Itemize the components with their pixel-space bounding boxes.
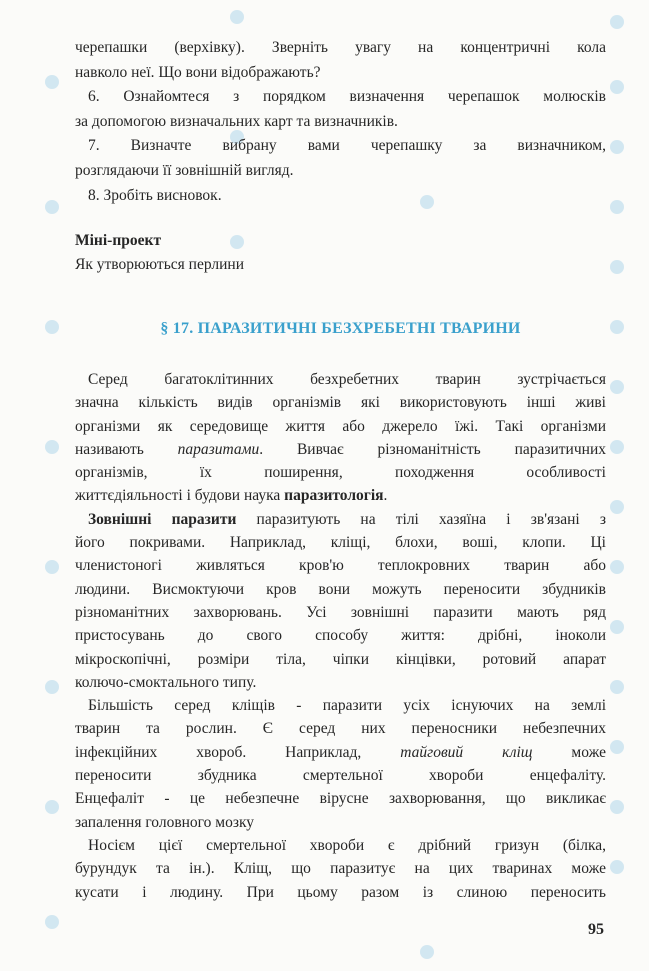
text-run: Більшість серед кліщів - паразити усіх існуючих на землі	[88, 697, 606, 715]
watermark-logo-icon	[45, 560, 59, 574]
text-run: пристосувань до свого способу життя: дрібні, іноколи	[75, 627, 606, 645]
section-heading: § 17. ПАРАЗИТИЧНІ БЕЗХРЕБЕТНІ ТВАРИНИ	[160, 320, 521, 337]
watermark-logo-icon	[610, 680, 624, 694]
bold-term: Зовнішні паразити	[88, 510, 237, 528]
watermark-logo-icon	[230, 10, 244, 24]
text-line	[75, 85, 606, 110]
text-line	[75, 694, 606, 717]
text-run: 8. Зробіть висновок.	[88, 186, 222, 204]
text-line	[75, 834, 606, 857]
watermark-logo-icon	[610, 740, 624, 754]
text-line	[75, 415, 606, 438]
watermark-logo-icon	[610, 800, 624, 814]
italic-term: паразитами	[177, 440, 260, 458]
text-run: . Вивчає різноманітність паразитичних	[259, 440, 606, 458]
text-line	[75, 61, 606, 86]
watermark-logo-icon	[610, 80, 624, 94]
text-run: тварин та рослин. Є серед них переносники небезпечних	[75, 720, 606, 738]
text-line	[75, 857, 606, 880]
text-line	[75, 531, 606, 554]
text-run: різноманітних захворювань. Усі зовнішні паразити мають ряд	[75, 603, 606, 621]
text-run: 7. Визначте вибрану вами черепашку за визначником,	[88, 137, 606, 155]
text-run: черепашки (верхівку). Зверніть увагу на концентричні кола	[75, 39, 606, 56]
text-run: Енцефаліт - це небезпечне вірусне захворювання, що викликає	[75, 790, 606, 808]
text-run: за допомогою визначальних карт та визначників.	[75, 112, 398, 130]
text-line	[75, 368, 606, 391]
text-run: запалення головного мозку	[75, 813, 255, 831]
watermark-logo-icon	[610, 440, 624, 454]
mini-project-text: Як утворюються перлини	[75, 255, 245, 273]
text-run: значна кількість видів організмів які використовують інші живі	[75, 394, 606, 412]
text-line	[75, 811, 606, 834]
watermark-logo-icon	[610, 620, 624, 634]
text-line	[75, 881, 606, 904]
watermark-logo-icon	[45, 680, 59, 694]
text-run: організми як середовище життя або джерело їжі. Такі організми	[75, 417, 606, 435]
text-run: .	[383, 487, 388, 505]
text-line	[75, 508, 606, 531]
text-line	[75, 764, 606, 787]
text-run: життєдіяльності і будови наука	[75, 487, 285, 505]
text-run: кусати і людину. При цьому разом із слиною переносить	[75, 883, 606, 901]
page-number: 95	[588, 921, 604, 938]
text-line	[75, 134, 606, 159]
mini-project	[75, 229, 606, 276]
watermark-logo-icon	[45, 75, 59, 89]
text-line	[75, 787, 606, 810]
watermark-logo-icon	[610, 560, 624, 574]
text-run: Носієм цієї смертельної хвороби є дрібний гризун (білка,	[88, 836, 606, 854]
text-run: може	[532, 743, 606, 761]
watermark-logo-icon	[610, 260, 624, 274]
text-run: Серед багатоклітинних безхребетних тварин зустрічається	[88, 371, 606, 388]
text-run: його покривами. Наприклад, кліщі, блохи, воші, клопи. Ці	[75, 534, 606, 552]
watermark-logo-icon	[420, 945, 434, 959]
text-line	[75, 159, 606, 184]
text-line	[75, 554, 606, 577]
text-line	[75, 624, 606, 647]
text-line	[75, 184, 606, 209]
text-run: людини. Висмоктуючи кров вони можуть переносити збудників	[75, 580, 606, 598]
text-line	[75, 671, 606, 694]
text-run: розглядаючи її зовнішній вигляд.	[75, 161, 294, 179]
watermark-logo-icon	[45, 800, 59, 814]
text-line	[75, 438, 606, 461]
watermark-logo-icon	[610, 320, 624, 334]
text-run: навколо неї. Що вони відображають?	[75, 63, 321, 81]
watermark-logo-icon	[610, 140, 624, 154]
text-run: колючо-смоктального типу.	[75, 673, 257, 691]
watermark-logo-icon	[45, 320, 59, 334]
watermark-logo-icon	[610, 15, 624, 29]
watermark-logo-icon	[610, 380, 624, 394]
text-run: інфекційних хвороб. Наприклад,	[75, 743, 401, 761]
text-run: паразитують на тілі хазяїна і зв'язані з	[236, 510, 606, 528]
watermark-logo-icon	[45, 915, 59, 929]
text-line	[75, 461, 606, 484]
text-line	[75, 648, 606, 671]
watermark-logo-icon	[610, 200, 624, 214]
mini-project-title-text: Міні-проект	[75, 232, 162, 249]
mini-project-title	[75, 229, 606, 253]
text-line	[75, 391, 606, 414]
text-run: 6. Ознайомтеся з порядком визначення черепашок молюсків	[88, 88, 606, 106]
watermark-logo-icon	[45, 440, 59, 454]
text-line	[75, 601, 606, 624]
instructions-continued	[75, 36, 606, 208]
text-line	[75, 484, 606, 507]
text-run: мікроскопічні, розміри тіла, чіпки кінцівки, ротовий апарат	[75, 650, 606, 668]
watermark-logo-icon	[610, 500, 624, 514]
text-line	[75, 578, 606, 601]
text-line	[75, 110, 606, 135]
text-run: переносити збудника смертельної хвороби енцефаліту.	[75, 767, 606, 785]
watermark-logo-icon	[610, 860, 624, 874]
italic-term: тайговий кліщ	[400, 743, 533, 761]
text-run: бурундук та ін.). Кліщ, що паразитує на цих тваринах може	[75, 860, 606, 878]
text-line	[75, 717, 606, 740]
text-run: називають	[75, 440, 178, 458]
text-line	[75, 741, 606, 764]
watermark-logo-icon	[45, 200, 59, 214]
text-run: організмів, їх поширення, походження особливості	[75, 464, 606, 482]
bold-term: паразитологія	[284, 487, 384, 505]
text-run: членистоногі живляться кров'ю теплокровних тварин або	[75, 557, 606, 575]
section-body	[75, 368, 606, 904]
text-line	[75, 36, 606, 61]
